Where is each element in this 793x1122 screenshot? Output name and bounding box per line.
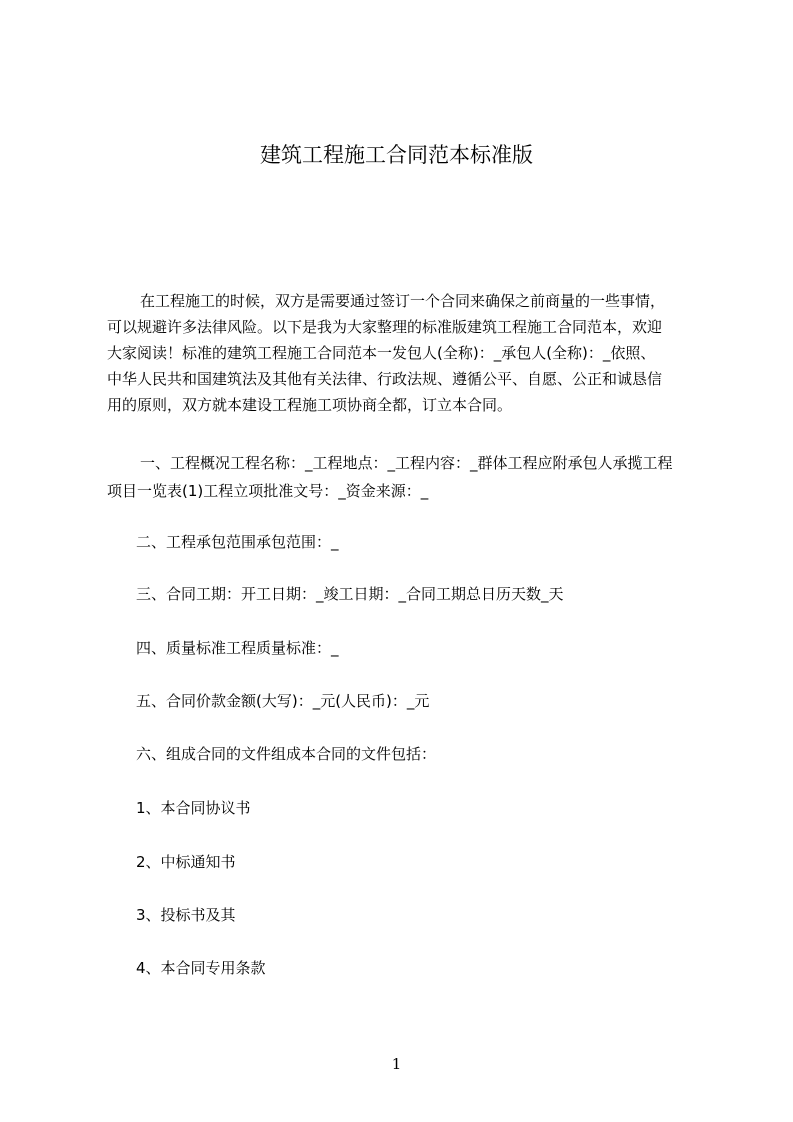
document-list-item: 4、本合同专用条款 xyxy=(136,959,266,977)
intro-line: 大家阅读！标准的建筑工程施工合同范本一发包人(全称)：_承包人(全称)：_依照、 xyxy=(107,344,656,362)
page-number: 1 xyxy=(391,1055,402,1073)
section-project-overview xyxy=(107,449,673,505)
document-list-item: 1、本合同协议书 xyxy=(136,799,251,817)
intro-line: 在工程施工的时候，双方是需要通过签订一个合同来确保之前商量的一些事情， xyxy=(140,292,666,310)
section-line: 项目一览表(1)工程立项批准文号：_资金来源：_ xyxy=(107,482,429,500)
intro-line: 中华人民共和国建筑法及其他有关法律、行政法规、遵循公平、自愿、公正和诚恳信 xyxy=(107,370,663,388)
section-quality: 四、质量标准工程质量标准：_ xyxy=(136,639,339,657)
section-line: 一、工程概况工程名称：_工程地点：_工程内容：_群体工程应附承包人承揽工程 xyxy=(140,454,673,472)
section-schedule: 三、合同工期：开工日期：_竣工日期：_合同工期总日历天数_天 xyxy=(136,585,564,603)
section-documents: 六、组成合同的文件组成本合同的文件包括： xyxy=(136,745,437,763)
section-scope: 二、工程承包范围承包范围：_ xyxy=(136,533,339,551)
intro-line: 可以规避许多法律风险。以下是我为大家整理的标准版建筑工程施工合同范本，欢迎 xyxy=(107,318,663,336)
document-list-item: 3、投标书及其 xyxy=(136,906,236,924)
intro-paragraph xyxy=(107,288,665,418)
intro-line: 用的原则，双方就本建设工程施工项协商全都，订立本合同。 xyxy=(107,396,513,414)
document-list-item: 2、中标通知书 xyxy=(136,853,236,871)
document-title: 建筑工程施工合同范本标准版 xyxy=(260,143,533,167)
section-price: 五、合同价款金额(大写)：_元(人民币)：_元 xyxy=(136,692,430,710)
